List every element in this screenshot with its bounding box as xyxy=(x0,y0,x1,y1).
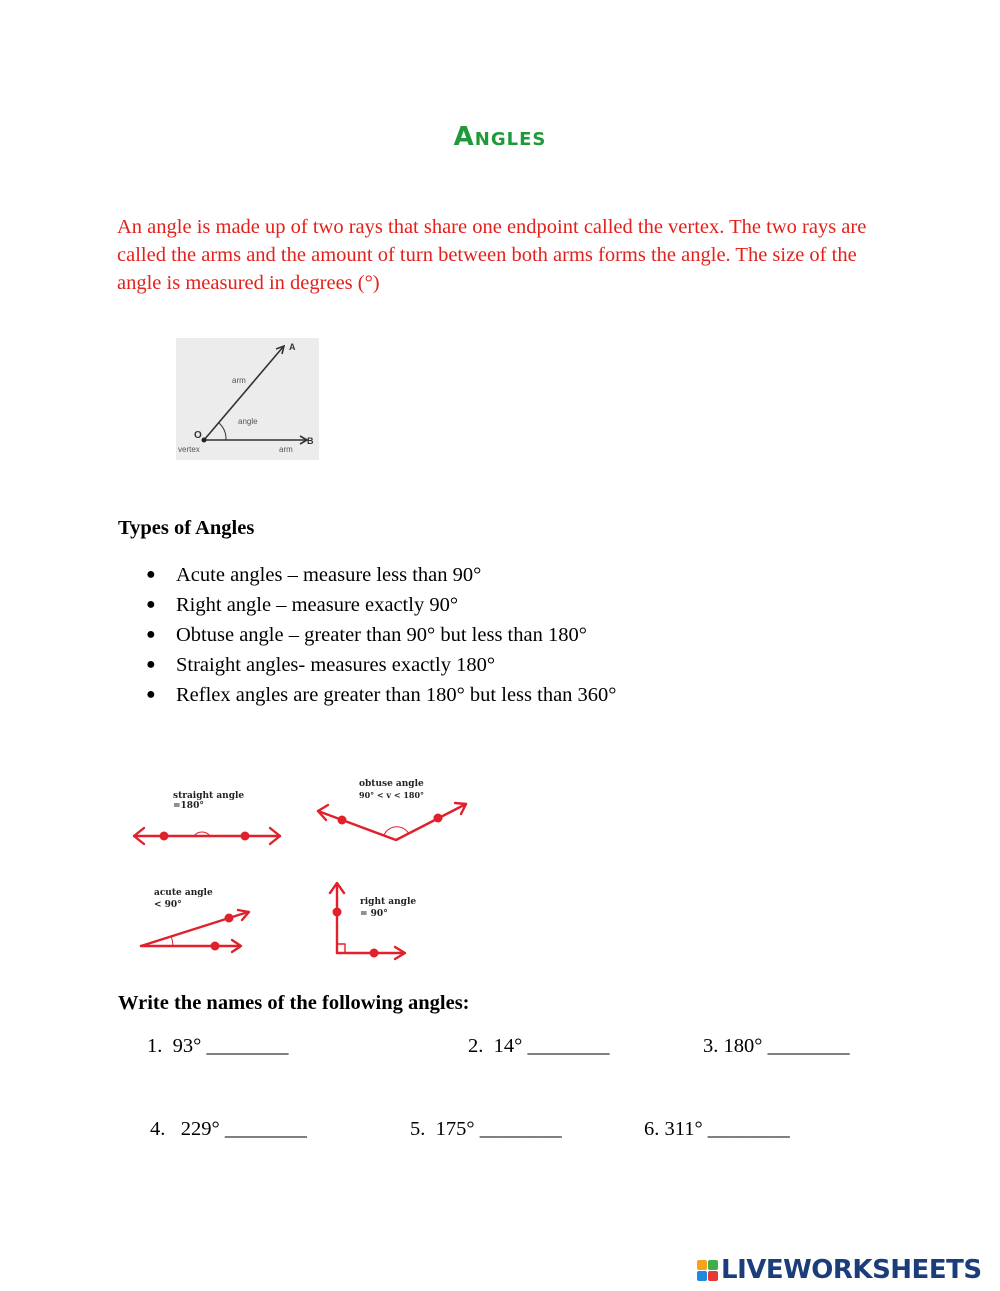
bullet-icon: ● xyxy=(146,626,156,643)
bullet-icon: ● xyxy=(146,686,156,703)
label-vertex: vertex xyxy=(178,445,200,454)
acute-label-1: acute angle xyxy=(154,888,213,898)
logo-icon xyxy=(697,1260,718,1281)
types-heading: Types of Angles xyxy=(118,517,255,539)
bullet-icon: ● xyxy=(146,566,156,583)
question-3: 3. 180° ________ xyxy=(703,1035,850,1057)
right-label-2: = 90° xyxy=(360,909,388,919)
list-item: ● Right angle – measure exactly 90° xyxy=(146,590,617,620)
obtuse-point-left xyxy=(338,816,347,825)
questions-heading: Write the names of the following angles: xyxy=(118,992,470,1014)
logo-text: LIVEWORKSHEETS xyxy=(721,1255,982,1285)
obtuse-arc xyxy=(384,827,409,835)
straight-label-2: =180° xyxy=(173,801,204,811)
list-item: ● Reflex angles are greater than 180° but less than 360° xyxy=(146,680,617,710)
diagram-background xyxy=(176,338,319,460)
question-5: 5. 175° ________ xyxy=(410,1118,562,1140)
obtuse-point-right xyxy=(434,814,443,823)
label-a: A xyxy=(289,342,296,352)
page-title: Angles xyxy=(453,122,547,152)
types-list xyxy=(146,560,617,710)
label-arm-top: arm xyxy=(232,376,246,385)
straight-point-left xyxy=(160,832,169,841)
right-square-mark xyxy=(337,944,345,953)
list-item: ● Acute angles – measure less than 90° xyxy=(146,560,617,590)
intro-paragraph: An angle is made up of two rays that share one endpoint called the vertex. The two rays are called the arms and the amount of turn between both arms forms the angle. The size of the angle is measured in degrees (°) xyxy=(117,216,867,294)
question-1: 1. 93° ________ xyxy=(147,1035,289,1057)
label-o: O xyxy=(194,430,202,441)
right-point-vertical xyxy=(333,908,342,917)
acute-point-arm xyxy=(225,914,234,923)
right-point-horizontal xyxy=(370,949,379,958)
angle-types-diagram xyxy=(128,768,478,968)
label-b: B xyxy=(307,436,314,446)
obtuse-label-1: obtuse angle xyxy=(359,779,424,789)
liveworksheets-logo xyxy=(697,1255,982,1285)
acute-arc xyxy=(171,936,173,946)
list-item: ● Straight angles- measures exactly 180° xyxy=(146,650,617,680)
label-arm-bottom: arm xyxy=(279,445,293,454)
list-item: ● Obtuse angle – greater than 90° but less than 180° xyxy=(146,620,617,650)
label-angle: angle xyxy=(238,417,258,426)
straight-label-1: straight angle xyxy=(173,791,245,801)
bullet-icon: ● xyxy=(146,596,156,613)
bullet-icon: ● xyxy=(146,656,156,673)
obtuse-label-2: 90° < v < 180° xyxy=(359,790,425,800)
acute-point-base xyxy=(211,942,220,951)
vertex-point xyxy=(202,438,207,443)
question-2: 2. 14° ________ xyxy=(468,1035,610,1057)
angle-parts-diagram xyxy=(176,338,319,460)
straight-point-right xyxy=(241,832,250,841)
question-6: 6. 311° ________ xyxy=(644,1118,790,1140)
right-label-1: right angle xyxy=(360,897,417,907)
question-4: 4. 229° ________ xyxy=(150,1118,307,1140)
acute-label-2: < 90° xyxy=(154,900,182,910)
